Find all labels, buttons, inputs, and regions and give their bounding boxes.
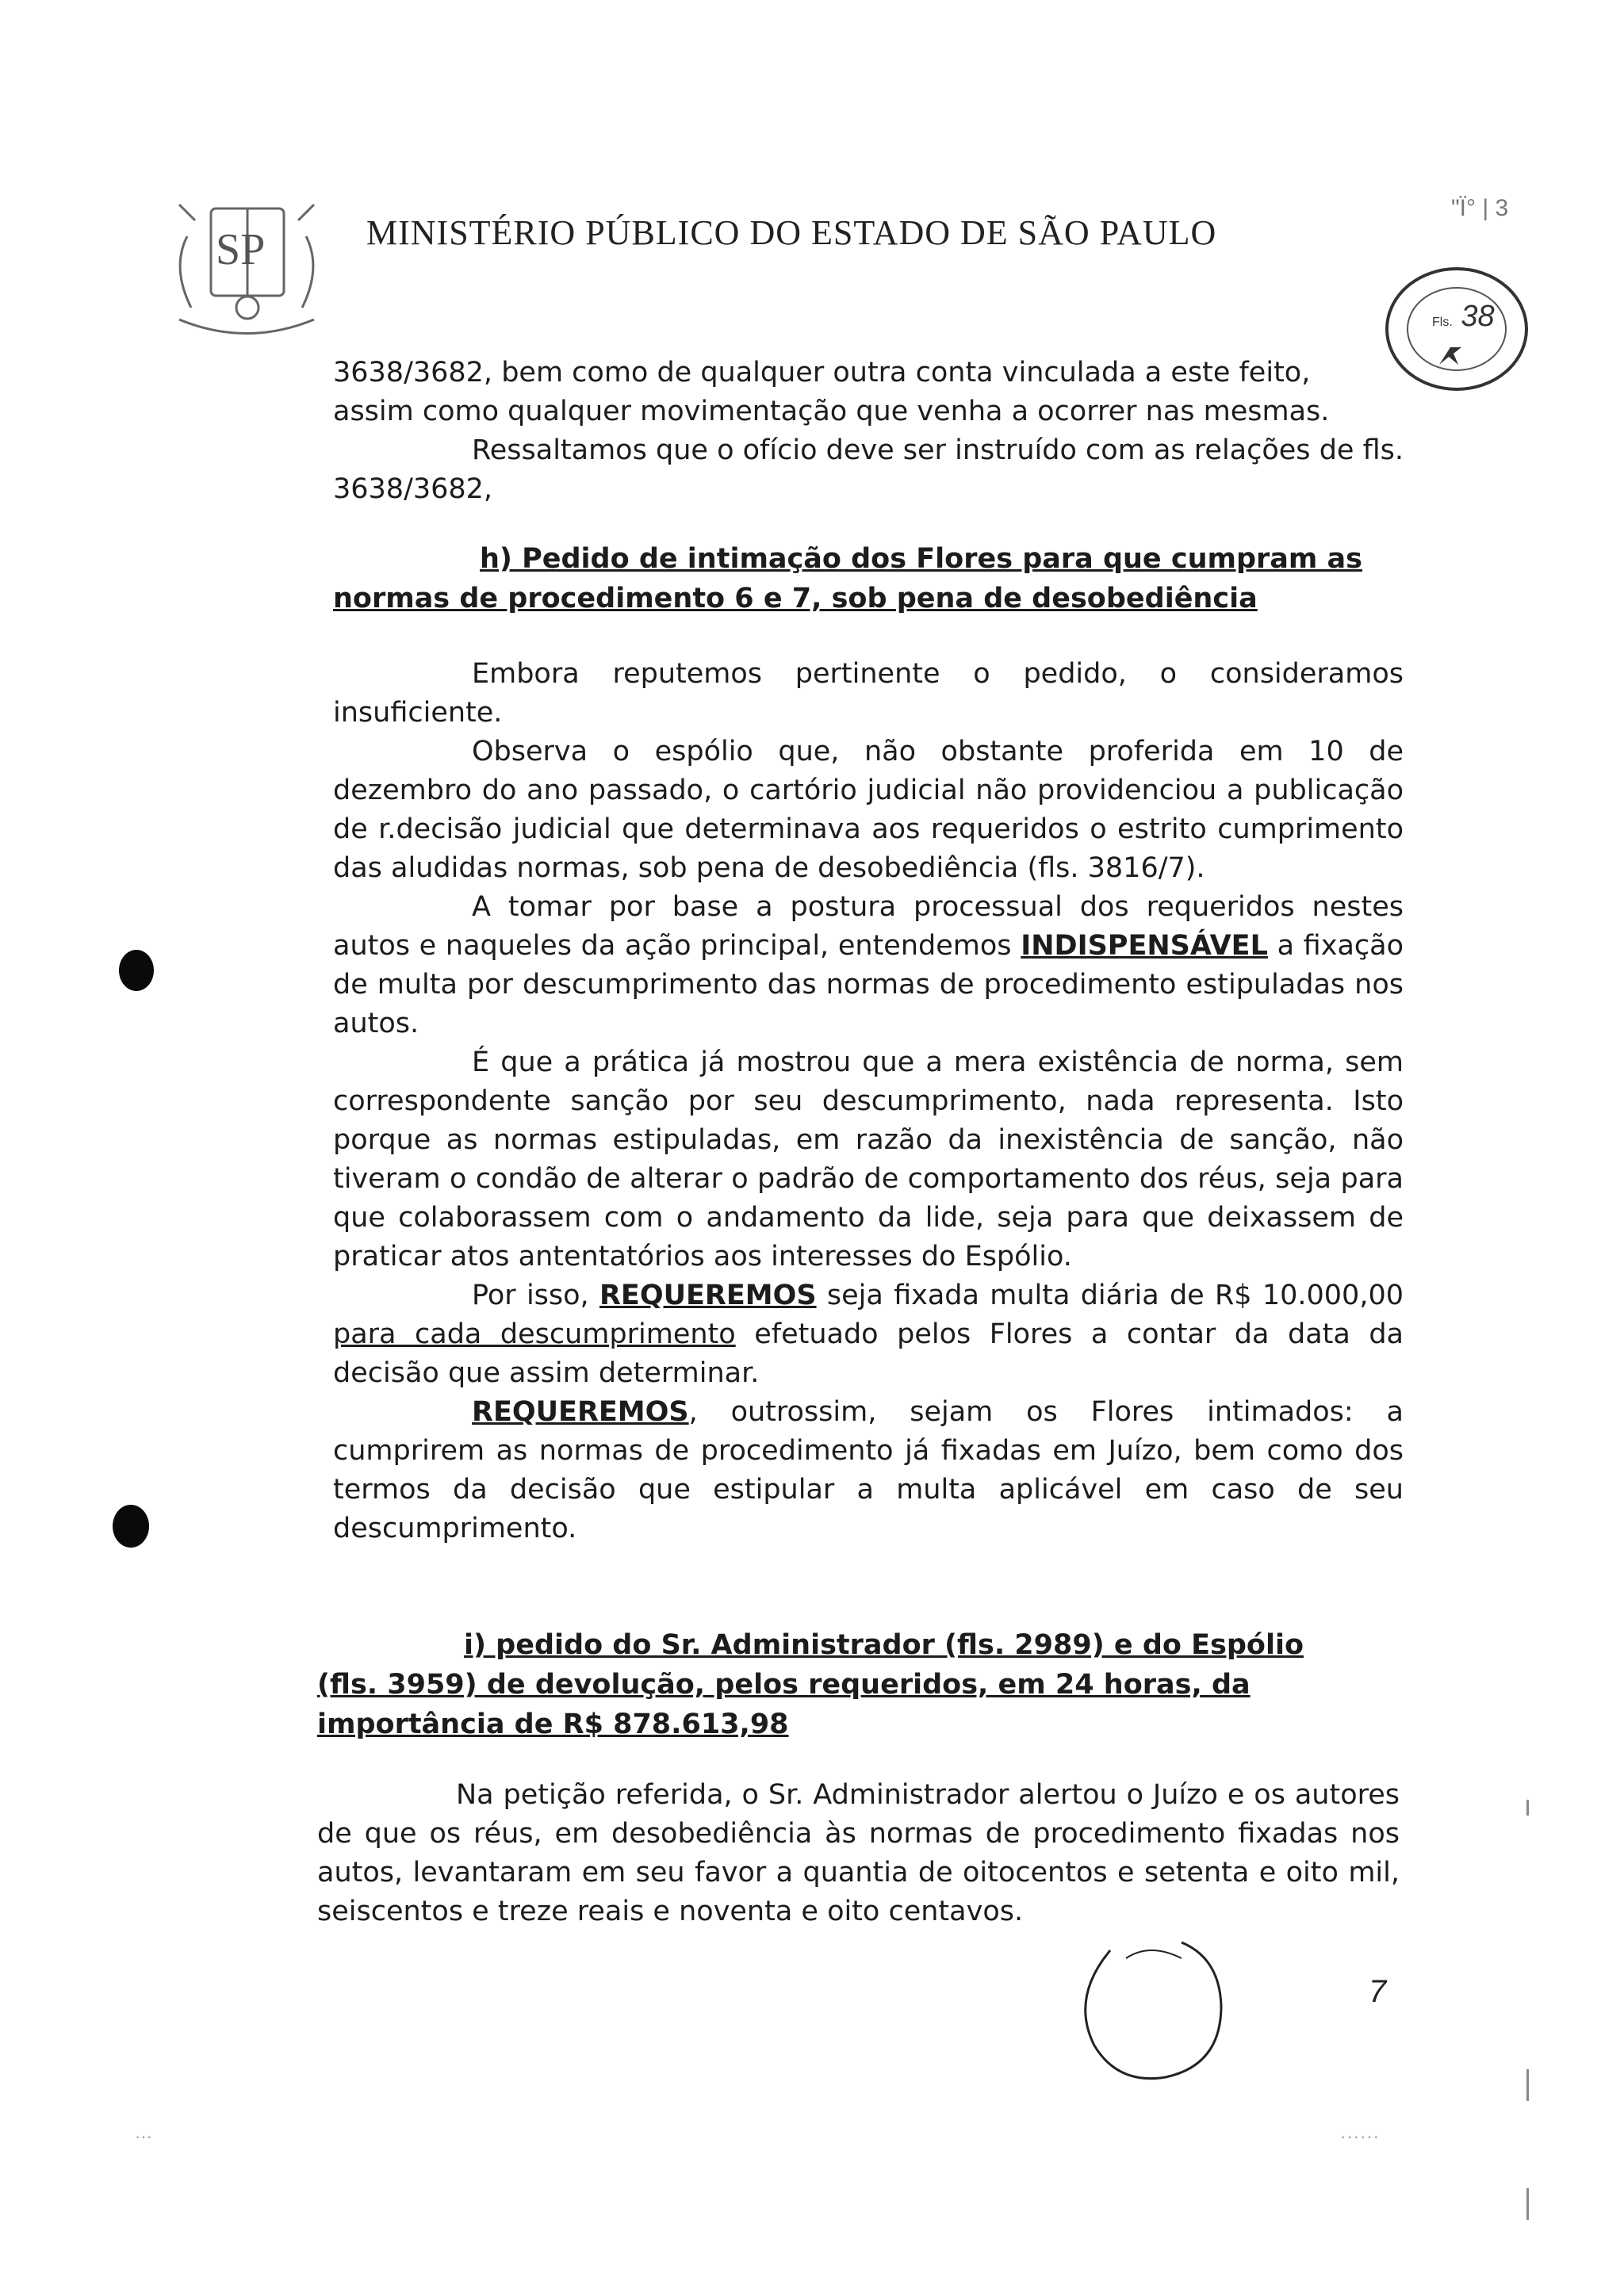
scan-mark-left: ··· <box>135 2126 152 2146</box>
section-heading-i: i) pedido do Sr. Administrador (fls. 2989) e do Espólio (fls. 3959) de devolução, pelos requeridos, em 24 horas, da importância de R$ 878.613,98 <box>317 1629 1304 1740</box>
scan-edge-mark <box>1526 2069 1529 2101</box>
scan-edge-mark <box>1526 1800 1529 1816</box>
section-heading-h: h) Pedido de intimação dos Flores para que cumpram as normas de procedimento 6 e 7, sob pena de desobediência <box>333 543 1363 614</box>
scan-mark-right: ······ <box>1340 2126 1380 2146</box>
scan-edge-mark <box>1526 2188 1529 2220</box>
handwritten-signature <box>1063 1927 1269 2109</box>
section-i-body: Na petição referida, o Sr. Administrador alertou o Juízo e os autores de que os réus, em desobediência às normas de procedimento fixadas nos autos, levantaram em seu favor a quantia de oitocentos e setenta e oito mil, seiscentos e treze reais e noventa e oito centavos. <box>317 1779 1400 1927</box>
svg-text:SP: SP <box>216 225 266 274</box>
requeremos-emphasis-2: REQUEREMOS <box>472 1396 689 1428</box>
sao-paulo-crest-logo <box>155 189 338 347</box>
stamp-number: Fls. 38 <box>1432 300 1495 333</box>
section-h-body: Embora reputemos pertinente o pedido, o consideramos insuficiente. Observa o espólio que, não obstante proferida em 10 de dezembro do ano passado, o cartório judicial não providenciou a publicação de r.decisão judicial que determinava aos requeridos o estrito cumprimento das aludidas normas, sob pena de desobediência (fls. 3816/7). A tomar por base a postura processual dos requeridos nestes autos e naqueles da ação principal, entendemos INDISPENSÁVEL a fixação de multa por descumprimento das normas de procedimento estipuladas nos autos. É que a prática já mostrou que a mera existência de norma, sem correspondente sanção por seu descumprimento, nada representa. Isto porque as normas estipuladas, em razão da inexistência de sanção, não tiveram o condão de alterar o padrão de comportamento dos réus, seja para que colaborassem com o andamento da lide, seja para que deixassem de praticar atos antentatórios aos interesses do Espólio. Por isso, REQUEREMOS seja fixada multa diária de R$ 10.000,00 para cada descumprimento efetuado pelos Flores a contar da data da decisão que assim determinar. REQUEREMOS, outrossim, sejam os Flores intimados: a cumprirem as normas de procedimento já fixadas em Juízo, bem como dos termos da decisão que estipular a multa aplicável em caso de seu descumprimento. <box>333 658 1404 1544</box>
institution-title: MINISTÉRIO PÚBLICO DO ESTADO DE SÃO PAULO <box>366 213 1217 252</box>
punch-hole-top <box>119 950 154 991</box>
paragraph-continuation: 3638/3682, bem como de qualquer outra conta vinculada a este feito, assim como qualquer movimentação que venha a ocorrer nas mesmas. Ressaltamos que o ofício deve ser instruído com as relações de fls. 3638/3682, <box>333 357 1404 505</box>
indispensavel-emphasis: INDISPENSÁVEL <box>1021 930 1268 962</box>
page-number: 7 <box>1369 1974 1387 2009</box>
descumprimento-underline: para cada descumprimento <box>333 1318 736 1350</box>
corner-handwritten-note: "Ï° | 3 <box>1451 195 1509 221</box>
punch-hole-bottom <box>113 1505 149 1548</box>
requeremos-emphasis: REQUEREMOS <box>599 1280 817 1311</box>
